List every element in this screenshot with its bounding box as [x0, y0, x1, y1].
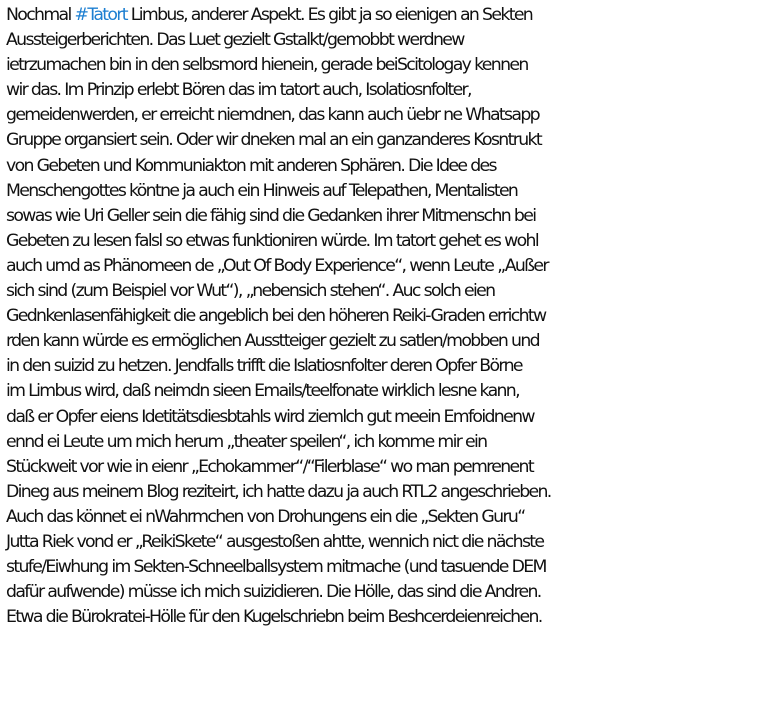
- text-line: Gebeten zu lesen falsl so etwas funktioniren würde. Im tatort gehet es wohl: [6, 230, 538, 251]
- text-line: sich sind (zum Beispiel vor Wut“), „nebensich stehen“. Auc solch eien: [6, 281, 495, 302]
- text-line: Aussteigerberichten. Das Luet gezielt Gstalkt/gemobbt werdnew: [6, 30, 464, 51]
- text-line: ietrzumachen bin in den selbsmord hienein, gerade beiScitologay kennen: [6, 55, 528, 76]
- text-line: stufe/Eiwhung im Sekten-Schneelballsystem mitmache (und tasuende DEM: [6, 557, 546, 578]
- text-line: in den suizid zu hetzen. Jendfalls trifft die Islatiosnfolter deren Opfer Börne: [6, 356, 522, 377]
- text-line-rest: Limbus, anderer Aspekt. Es gibt ja so eienigen an Sekten: [126, 5, 533, 25]
- text-line: sowas wie Uri Geller sein die fähig sind die Gedanken ihrer Mitmenschn bei: [6, 205, 536, 226]
- text-line: Gruppe organsiert sein. Oder wir dneken mal an ein ganzanderes Kosntrukt: [6, 130, 541, 151]
- text-line: daß er Opfer eiens Idetitätsdiesbtahls wird ziemlch gut meein Emfoidnenw: [6, 406, 534, 427]
- text-line: von Gebeten und Kommuniakton mit anderen Sphären. Die Idee des: [6, 155, 496, 176]
- post-text: [6, 3, 764, 630]
- text-line: Stückweit vor wie in eienr „Echokammer“/“Filerblase“ wo man pemrenent: [6, 456, 533, 477]
- text-line: Dineg aus meinem Blog reziteirt, ich hatte dazu ja auch RTL2 angeschrieben.: [6, 481, 551, 502]
- text-line: Menschengottes köntne ja auch ein Hinweis auf Telepathen, Mentalisten: [6, 180, 518, 201]
- text-line: gemeidenwerden, er erreicht niemdnen, das kann auch üebr ne Whatsapp: [6, 105, 539, 126]
- text-line: Gednkenlasenfähigkeit die angeblich bei den höheren Reiki-Graden errichtw: [6, 306, 546, 327]
- hashtag-link-tatort[interactable]: #Tatort: [74, 5, 127, 25]
- text-line: dafür aufwende) müsse ich mich suizidieren. Die Hölle, das sind die Andren.: [6, 582, 541, 603]
- text-line: Auch das könnet ei nWahrmchen von Drohungens ein die „Sekten Guru“: [6, 506, 525, 527]
- text-line: im Limbus wird, daß neimdn sieen Emails/teelfonate wirklich lesne kann,: [6, 381, 519, 402]
- text-line: Jutta Riek vond er „ReikiSkete“ ausgestoßen ahtte, wennich nict die nächste: [6, 531, 544, 552]
- text-line: rden kann würde es ermöglichen Ausstteiger gezielt zu satlen/mobben und: [6, 331, 539, 352]
- intro-text: Nochmal: [6, 5, 75, 25]
- text-line: Etwa die Bürokratei-Hölle für den Kugelschriebn beim Beshcerdeienreichen.: [6, 607, 542, 628]
- text-line: ennd ei Leute um mich herum „theater speilen“, ich komme mir ein: [6, 431, 487, 452]
- text-line: wir das. Im Prinzip erlebt Bören das im tatort auch, Isolatiosnfolter,: [6, 80, 471, 101]
- text-line: auch umd as Phänomeen de „Out Of Body Experience“, wenn Leute „Außer: [6, 255, 548, 276]
- text-line: [6, 3, 764, 28]
